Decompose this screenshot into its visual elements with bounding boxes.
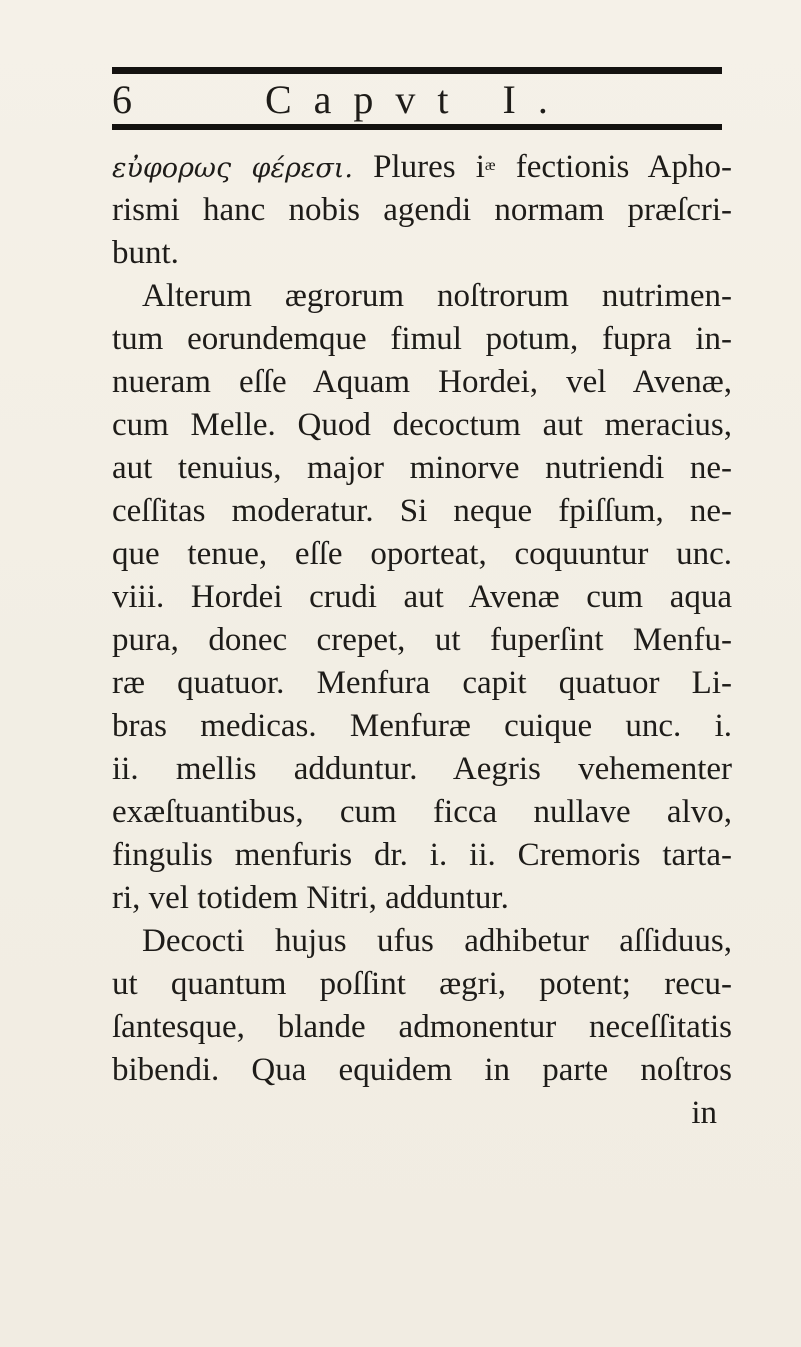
text-line: nueram eſſe Aquam Hordei, vel Avenæ, (112, 364, 732, 400)
text-line: bunt. (112, 235, 179, 271)
text-line: viii. Hordei crudi aut Avenæ cum aqua (112, 579, 732, 615)
text-line: fingulis menfuris dr. i. ii. Cremoris tarta- (112, 837, 732, 873)
text-line: cum Melle. Quod decoctum aut meracius, (112, 407, 732, 443)
text-line: que tenue, eſſe oporteat, coquuntur unc. (112, 536, 732, 572)
text-line: bras medicas. Menfuræ cuique unc. i. (112, 708, 732, 744)
text-line (112, 146, 732, 189)
running-head: Capvt I. (265, 77, 570, 122)
text-line: pura, donec crepet, ut fuperſint Menfu- (112, 622, 732, 658)
body-text (112, 146, 732, 1135)
header-rule-top (112, 67, 722, 74)
text-fragment: Plures i (352, 149, 485, 185)
header-rule-bottom (112, 124, 722, 130)
page-header (112, 78, 722, 122)
text-line: exæſtuantibus, cum ficca nullave alvo, (112, 794, 732, 830)
paragraph-start-line: Alterum ægrorum noſtrorum nutrimen- (142, 278, 732, 314)
text-line: ſantesque, blande admonentur neceſſitatis (112, 1009, 732, 1045)
text-line: ræ quatuor. Menfura capit quatuor Li- (112, 665, 732, 701)
text-line: aut tenuius, major minorve nutriendi ne- (112, 450, 732, 486)
text-line: bibendi. Qua equidem in parte noſtros (112, 1052, 732, 1088)
text-line: ii. mellis adduntur. Aegris vehementer (112, 751, 732, 787)
text-fragment: fectionis Apho- (495, 149, 732, 185)
text-line: tum eorundemque fimul potum, fupra in- (112, 321, 732, 357)
text-line: ri, vel totidem Nitri, adduntur. (112, 880, 509, 916)
text-line: ceſſitas moderatur. Si neque fpiſſum, ne- (112, 493, 732, 529)
catchword: in (691, 1095, 717, 1131)
superscript: æ (484, 157, 496, 174)
text-line: ut quantum poſſint ægri, potent; recu- (112, 966, 732, 1002)
greek-phrase: εὐφορως φέρεσι. (112, 153, 353, 184)
paragraph-start-line: Decocti hujus ufus adhibetur aſſiduus, (142, 923, 732, 959)
page-number: 6 (112, 77, 132, 122)
text-line: rismi hanc nobis agendi normam præſcri- (112, 192, 732, 228)
